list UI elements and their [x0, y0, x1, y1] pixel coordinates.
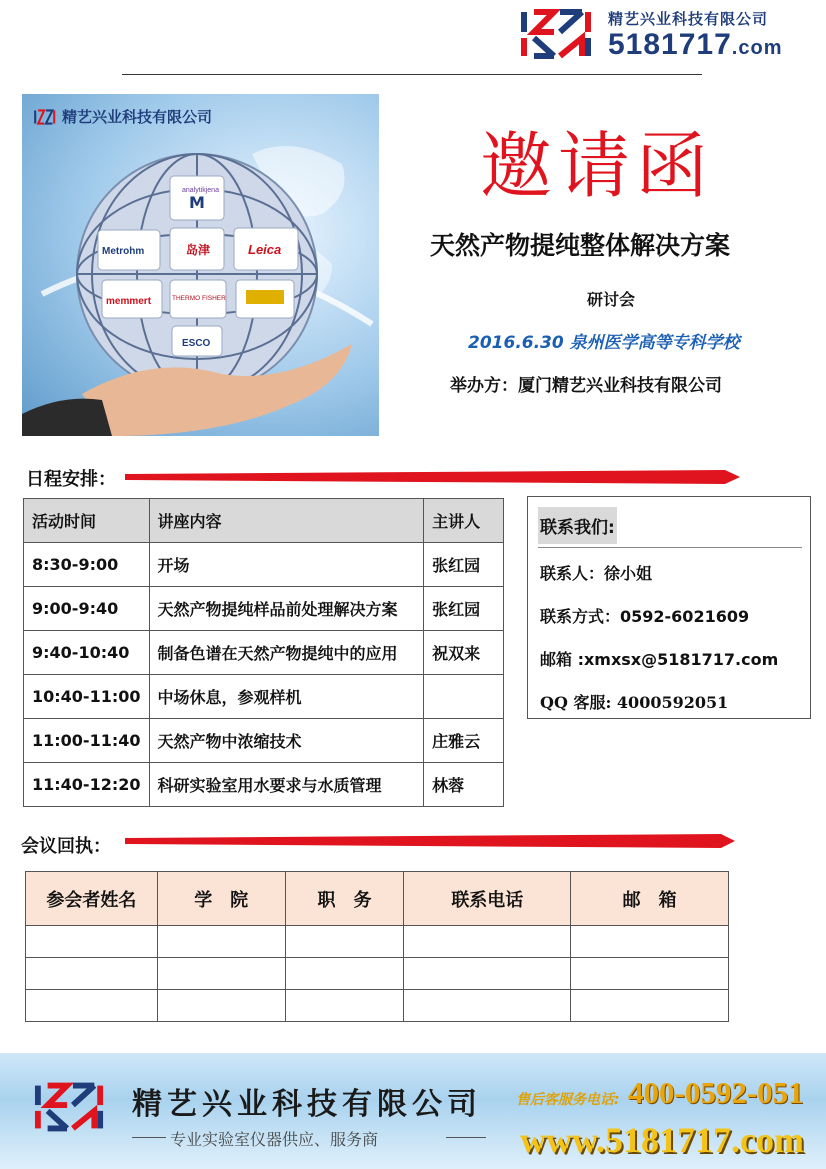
reply-cell[interactable]: [285, 990, 404, 1022]
svg-text:M: M: [189, 193, 205, 212]
seminar-subtitle: 天然产物提纯整体解决方案: [430, 231, 731, 260]
reply-col-college: 学 院: [157, 872, 285, 926]
contact-email: 邮箱 :xmxsx@5181717.com: [540, 650, 779, 669]
schedule-time: 11:40-12:20: [24, 763, 150, 807]
reply-cell[interactable]: [157, 926, 285, 958]
schedule-speaker: 祝双来: [424, 631, 504, 675]
tile-memmert: memmert: [106, 296, 152, 307]
contact-heading: 联系我们:: [538, 507, 617, 544]
footer-company-name: 精艺兴业科技有限公司: [132, 1087, 482, 1122]
schedule-time: 10:40-11:00: [24, 675, 150, 719]
footer-slogan: 专业实验室仪器供应、服务商: [170, 1130, 379, 1149]
contact-box: [527, 496, 811, 719]
table-row: [24, 631, 504, 675]
table-row: [24, 675, 504, 719]
globe-illustration: [22, 94, 379, 436]
schedule-col-speaker: 主讲人: [424, 499, 504, 543]
seminar-label: 研讨会: [587, 290, 636, 309]
header-divider: [122, 74, 702, 75]
reply-col-name: 参会者姓名: [26, 872, 158, 926]
table-row: [26, 990, 729, 1022]
tile-analytikjena: analytikjena: [182, 187, 219, 194]
schedule-col-topic: 讲座内容: [149, 499, 424, 543]
footer-service-tel: 400-0592-051: [628, 1075, 804, 1110]
schedule-time: 8:30-9:00: [24, 543, 150, 587]
hero-logo-icon: [34, 108, 56, 126]
schedule-red-arrow: [125, 470, 740, 484]
schedule-topic: 科研实验室用水要求与水质管理: [149, 763, 424, 807]
footer-banner: [0, 1053, 826, 1169]
schedule-header-row: [24, 499, 504, 543]
header-domain: .com: [731, 37, 783, 59]
reply-cell[interactable]: [571, 926, 729, 958]
schedule-speaker: 庄雅云: [424, 719, 504, 763]
tile-shimadzu: 岛津: [186, 243, 211, 257]
tile-leica: Leica: [248, 242, 282, 257]
invitation-title: 邀请函: [480, 124, 715, 208]
schedule-speaker: 林蓉: [424, 763, 504, 807]
reply-col-phone: 联系电话: [404, 872, 571, 926]
organizer: 举办方：厦门精艺兴业科技有限公司: [450, 376, 722, 396]
contact-phone: 联系方式：0592-6021609: [540, 607, 750, 626]
schedule-speaker: [424, 675, 504, 719]
reply-cell[interactable]: [404, 990, 571, 1022]
header-phone: 5181717: [608, 28, 732, 61]
schedule-col-time: 活动时间: [24, 499, 150, 543]
schedule-topic: 中场休息，参观样机: [149, 675, 424, 719]
contact-divider: [538, 547, 802, 548]
table-row: [24, 719, 504, 763]
header-company-name: 精艺兴业科技有限公司: [608, 10, 769, 28]
table-row: [26, 958, 729, 990]
table-row: [24, 763, 504, 807]
schedule-speaker: 张红园: [424, 543, 504, 587]
reply-red-arrow: [125, 834, 735, 848]
contact-qq: QQ 客服: 4000592051: [540, 693, 729, 712]
reply-cell[interactable]: [157, 990, 285, 1022]
footer-slogan-dash-right: [446, 1137, 486, 1138]
schedule-topic: 天然产物提纯样品前处理解决方案: [149, 587, 424, 631]
reply-cell[interactable]: [157, 958, 285, 990]
reply-header-row: [26, 872, 729, 926]
schedule-topic: 开场: [149, 543, 424, 587]
schedule-time: 11:00-11:40: [24, 719, 150, 763]
reply-cell[interactable]: [26, 958, 158, 990]
reply-col-email: 邮 箱: [571, 872, 729, 926]
reply-col-position: 职 务: [285, 872, 404, 926]
schedule-topic: 天然产物中浓缩技术: [149, 719, 424, 763]
schedule-time: 9:00-9:40: [24, 587, 150, 631]
footer-logo-icon: [34, 1081, 106, 1133]
footer-slogan-dash-left: [132, 1137, 166, 1138]
schedule-time: 9:40-10:40: [24, 631, 150, 675]
reply-cell[interactable]: [571, 990, 729, 1022]
reply-cell[interactable]: [404, 958, 571, 990]
contact-person: 联系人：徐小姐: [540, 564, 653, 583]
event-date-venue: 2016.6.30 泉州医学高等专科学校: [468, 333, 740, 353]
reply-form-table: [25, 871, 729, 1022]
hero-company-bar: [34, 106, 212, 127]
header-phone-domain: [608, 28, 782, 62]
hero-image: [22, 94, 379, 436]
table-row: [24, 543, 504, 587]
tile-esco: ESCO: [182, 338, 211, 349]
footer-service-label: 售后客服务电话:: [516, 1092, 620, 1108]
reply-cell[interactable]: [404, 926, 571, 958]
schedule-speaker: 张红园: [424, 587, 504, 631]
table-row: [24, 587, 504, 631]
table-row: [26, 926, 729, 958]
reply-cell[interactable]: [26, 926, 158, 958]
reply-cell[interactable]: [571, 958, 729, 990]
reply-cell[interactable]: [26, 990, 158, 1022]
schedule-topic: 制备色谱在天然产物提纯中的应用: [149, 631, 424, 675]
schedule-table: [23, 498, 504, 807]
tile-thermo-fisher: THERMO FISHER: [172, 295, 226, 302]
reply-cell[interactable]: [285, 958, 404, 990]
reply-heading: 会议回执：: [21, 836, 111, 857]
company-logo-icon: [520, 8, 594, 60]
tile-metrohm: Metrohm: [102, 246, 145, 257]
hero-company-name: 精艺兴业科技有限公司: [62, 108, 213, 126]
footer-website: www.5181717.com: [520, 1120, 804, 1160]
schedule-heading: 日程安排：: [26, 469, 116, 490]
reply-cell[interactable]: [285, 926, 404, 958]
